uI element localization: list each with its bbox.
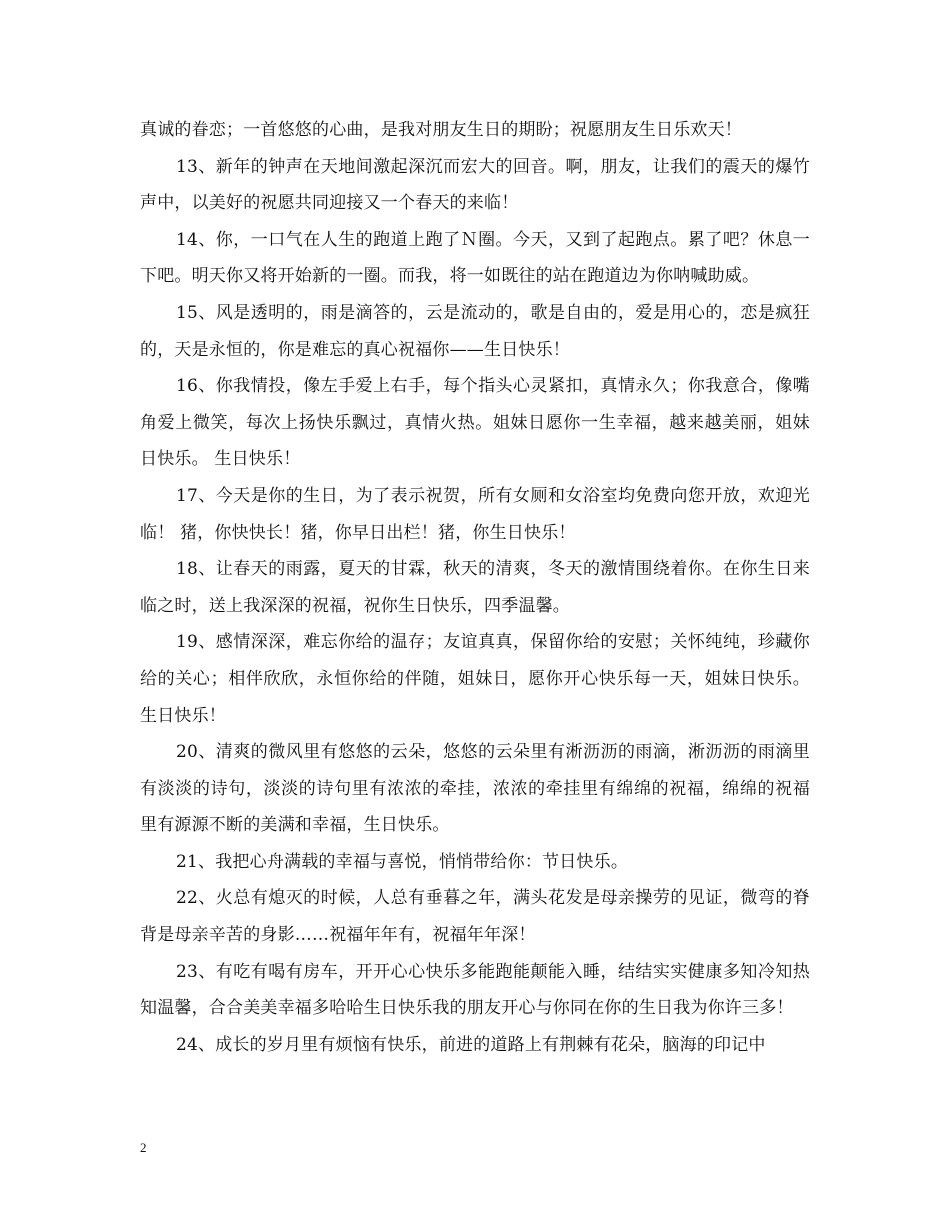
- paragraph-24: 24、成长的岁月里有烦恼有快乐，前进的道路上有荆棘有花朵，脑海的印记中: [176, 1034, 766, 1055]
- paragraph-18: 18、让春天的雨露，夏天的甘霖，秋天的清爽，冬天的激情围绕着你。在你生日来临之时，送上我深深的祝福，祝你生日快乐，四季温馨。: [140, 559, 810, 616]
- paragraph-13: 13、新年的钟声在天地间激起深沉而宏大的回音。啊，朋友，让我们的震天的爆竹声中，以美好的祝愿共同迎接又一个春天的来临！: [140, 156, 810, 214]
- document-body: [140, 112, 810, 1063]
- paragraph-19: 19、感情深深，难忘你给的温存；友谊真真，保留你给的安慰；关怀纯纯，珍藏你给的关心；相伴欣欣，永恒你给的伴随，姐妹日，愿你开心快乐每一天，姐妹日快乐。 生日快乐！: [140, 632, 810, 726]
- paragraph-21: 21、我把心舟满载的幸福与喜悦，悄悄带给你：节日快乐。: [176, 851, 629, 872]
- paragraph-20: 20、清爽的微风里有悠悠的云朵，悠悠的云朵里有淅沥沥的雨滴，淅沥沥的雨滴里有淡淡的诗句，淡淡的诗句里有浓浓的牵挂，浓浓的牵挂里有绵绵的祝福，绵绵的祝福里有源源不断的美满和幸福，生日快乐。: [140, 742, 810, 836]
- paragraph-15: 15、风是透明的，雨是滴答的，云是流动的，歌是自由的，爱是用心的，恋是疯狂的，天是永恒的，你是难忘的真心祝福你——生日快乐！: [140, 302, 810, 360]
- paragraph-17: 17、今天是你的生日，为了表示祝贺，所有女厕和女浴室均免费向您开放，欢迎光临！ 猪，你快快长！猪，你早日出栏！猪，你生日快乐！: [140, 485, 810, 543]
- paragraph-14: 14、你，一口气在人生的跑道上跑了Ｎ圈。今天，又到了起跑点。累了吧？休息一下吧。明天你又将开始新的一圈。而我，将一如既往的站在跑道边为你呐喊助威。: [140, 229, 810, 287]
- paragraph-continuation: 真诚的眷恋；一首悠悠的心曲，是我对朋友生日的期盼；祝愿朋友生日乐欢天！: [140, 120, 742, 140]
- page-number: 2: [140, 1140, 147, 1155]
- paragraph-23: 23、有吃有喝有房车，开开心心快乐多能跑能颠能入睡，结结实实健康多知冷知热知温馨，合合美美幸福多哈哈生日快乐我的朋友开心与你同在你的生日我为你许三多！: [140, 961, 810, 1019]
- paragraph-22: 22、火总有熄灭的时候，人总有垂暮之年，满头花发是母亲操劳的见证，微弯的脊背是母亲辛苦的身影……祝福年年有，祝福年年深！: [140, 888, 810, 946]
- paragraph-16: 16、你我情投，像左手爱上右手，每个指头心灵紧扣，真情永久；你我意合，像嘴角爱上微笑，每次上扬快乐飘过，真情火热。姐妹日愿你一生幸福，越来越美丽，姐妹日快乐。 生日快乐！: [140, 376, 810, 470]
